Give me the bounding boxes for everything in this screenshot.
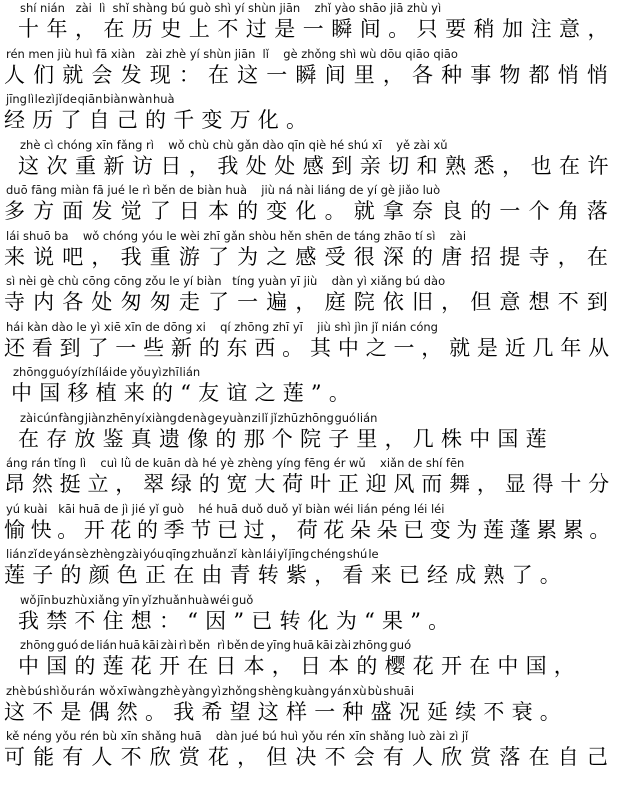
text-line	[0, 319, 621, 363]
text-line	[0, 228, 621, 272]
hanzi-line: 这不是偶然。我希望这样一种盛况延续不衰。	[4, 699, 568, 724]
hanzi-line: 莲子的颜色正在由青转紫，看来已经成熟了。	[4, 563, 568, 587]
hanzi-line: 还看到了一些新的东西。其中之一，就是近几年从	[4, 335, 616, 360]
hanzi-line: 寺内各处匆匆走了一遍，庭院依旧，但意想不到	[4, 290, 616, 314]
text-line	[0, 501, 621, 545]
text-line	[0, 46, 621, 90]
text-line	[0, 364, 621, 408]
pinyin-line: zhè cì chóng xīn fǎng rì wǒ chù chù gǎn dào qīn qiè hé shú xī yě zài xǔ	[20, 137, 448, 152]
pinyin-line: jīng lì le zì jǐ de qiān biàn wàn huà	[6, 92, 175, 106]
text-line	[0, 728, 621, 772]
pinyin-line: rén men jiù huì fā xiàn zài zhè yí shùn jiān lǐ gè zhǒng shì wù dōu qiāo qiāo	[6, 46, 458, 61]
pinyin-line: zài cún fàng jiàn zhēn yí xiàng de nà ge yuàn zi lǐ jǐ zhū zhōng guó lián	[20, 410, 378, 425]
pinyin-line: kě néng yǒu rén bù xīn shǎng huā dàn jué bú huì yǒu rén xīn shǎng luò zài zì jǐ	[6, 729, 469, 743]
pinyin-line: shí nián zài lì shǐ shàng bú guò shì yí shùn jiān zhǐ yào shāo jiā zhù yì	[20, 1, 442, 15]
pinyin-line: yú kuài kāi huā de jì jié yǐ guò hé huā duǒ duǒ yǐ biàn wéi lián péng léi léi	[6, 501, 445, 516]
pinyin-line: zhè bú shì ǒu rán wǒ xī wàng zhè yàng yì zhǒng shèng kuàng yán xù bù shuāi	[6, 683, 415, 698]
pinyin-line: wǒ jīn bu zhù xiǎng yīn yǐ zhuǎn huà wéi guǒ	[20, 592, 254, 607]
pinyin-line: lái shuō ba wǒ chóng yóu le wèi zhī gǎn shòu hěn shēn de táng zhāo tí sì zài	[6, 228, 467, 243]
text-line	[0, 683, 621, 727]
pinyin-line: áng rán tǐng lì cuì lǜ de kuān dà hé yè zhèng yíng fēng ér wǔ xiǎn de shí fēn	[6, 456, 465, 470]
hanzi-line: 这次重新访日，我处处感到亲切和熟悉，也在许	[18, 153, 616, 178]
pinyin-line: sì nèi gè chù cōng cōng zǒu le yí biàn tíng yuàn yī jiù dàn yì xiǎng bú dào	[6, 274, 446, 288]
text-line	[0, 182, 621, 226]
pinyin-line: duō fāng miàn fā jué le rì běn de biàn huà jiù ná nài liáng de yí gè jiǎo luò	[6, 183, 441, 197]
hanzi-line: 可能有人不欣赏花，但决不会有人欣赏落在自己	[4, 745, 616, 769]
hanzi-line: 多方面发觉了日本的变化。就拿奈良的一个角落	[4, 199, 616, 223]
pinyin-line: zhōng guó yí zhí lái de yǒu yì zhī lián	[13, 365, 201, 379]
hanzi-line: 中国的莲花开在日本，日本的樱花开在中国，	[18, 654, 582, 678]
hanzi-line: 在存放鉴真遗像的那个院子里，几株中国莲	[18, 426, 554, 451]
hanzi-line: 中国移植来的“友谊之莲”。	[11, 381, 358, 405]
text-line	[0, 455, 621, 499]
hanzi-line: 人们就会发现：在这一瞬间里，各种事物都悄悄	[4, 62, 616, 87]
pinyin-line: lián zǐ de yán sè zhèng zài yóu qīng zhuǎn zǐ kàn lái yǐ jīng chéng shú le	[6, 547, 379, 561]
hanzi-line: 来说吧，我重游了为之感受很深的唐招提寺，在	[4, 244, 616, 269]
text-line	[0, 91, 621, 135]
text-line	[0, 273, 621, 317]
pinyin-line: hái kàn dào le yì xiē xīn de dōng xi qí zhōng zhī yī jiù shì jìn jǐ nián cóng	[6, 319, 438, 334]
hanzi-line: 昂然挺立，翠绿的宽大荷叶正迎风而舞，显得十分	[4, 472, 616, 496]
hanzi-line: 十年，在历史上不过是一瞬间。只要稍加注意，	[18, 17, 616, 41]
text-line	[0, 0, 621, 44]
hanzi-line: 我禁不住想：“因”已转化为“果”。	[18, 608, 457, 633]
hanzi-line: 经历了自己的千变万化。	[4, 108, 315, 132]
text-line	[0, 637, 621, 681]
text-line	[0, 410, 621, 454]
pinyin-line: zhōng guó de lián huā kāi zài rì běn rì běn de yīng huā kāi zài zhōng guó	[20, 638, 412, 652]
text-line	[0, 592, 621, 636]
hanzi-line: 愉快。开花的季节已过，荷花朵朵已变为莲蓬累累。	[4, 517, 616, 542]
text-line	[0, 546, 621, 590]
text-line	[0, 137, 621, 181]
